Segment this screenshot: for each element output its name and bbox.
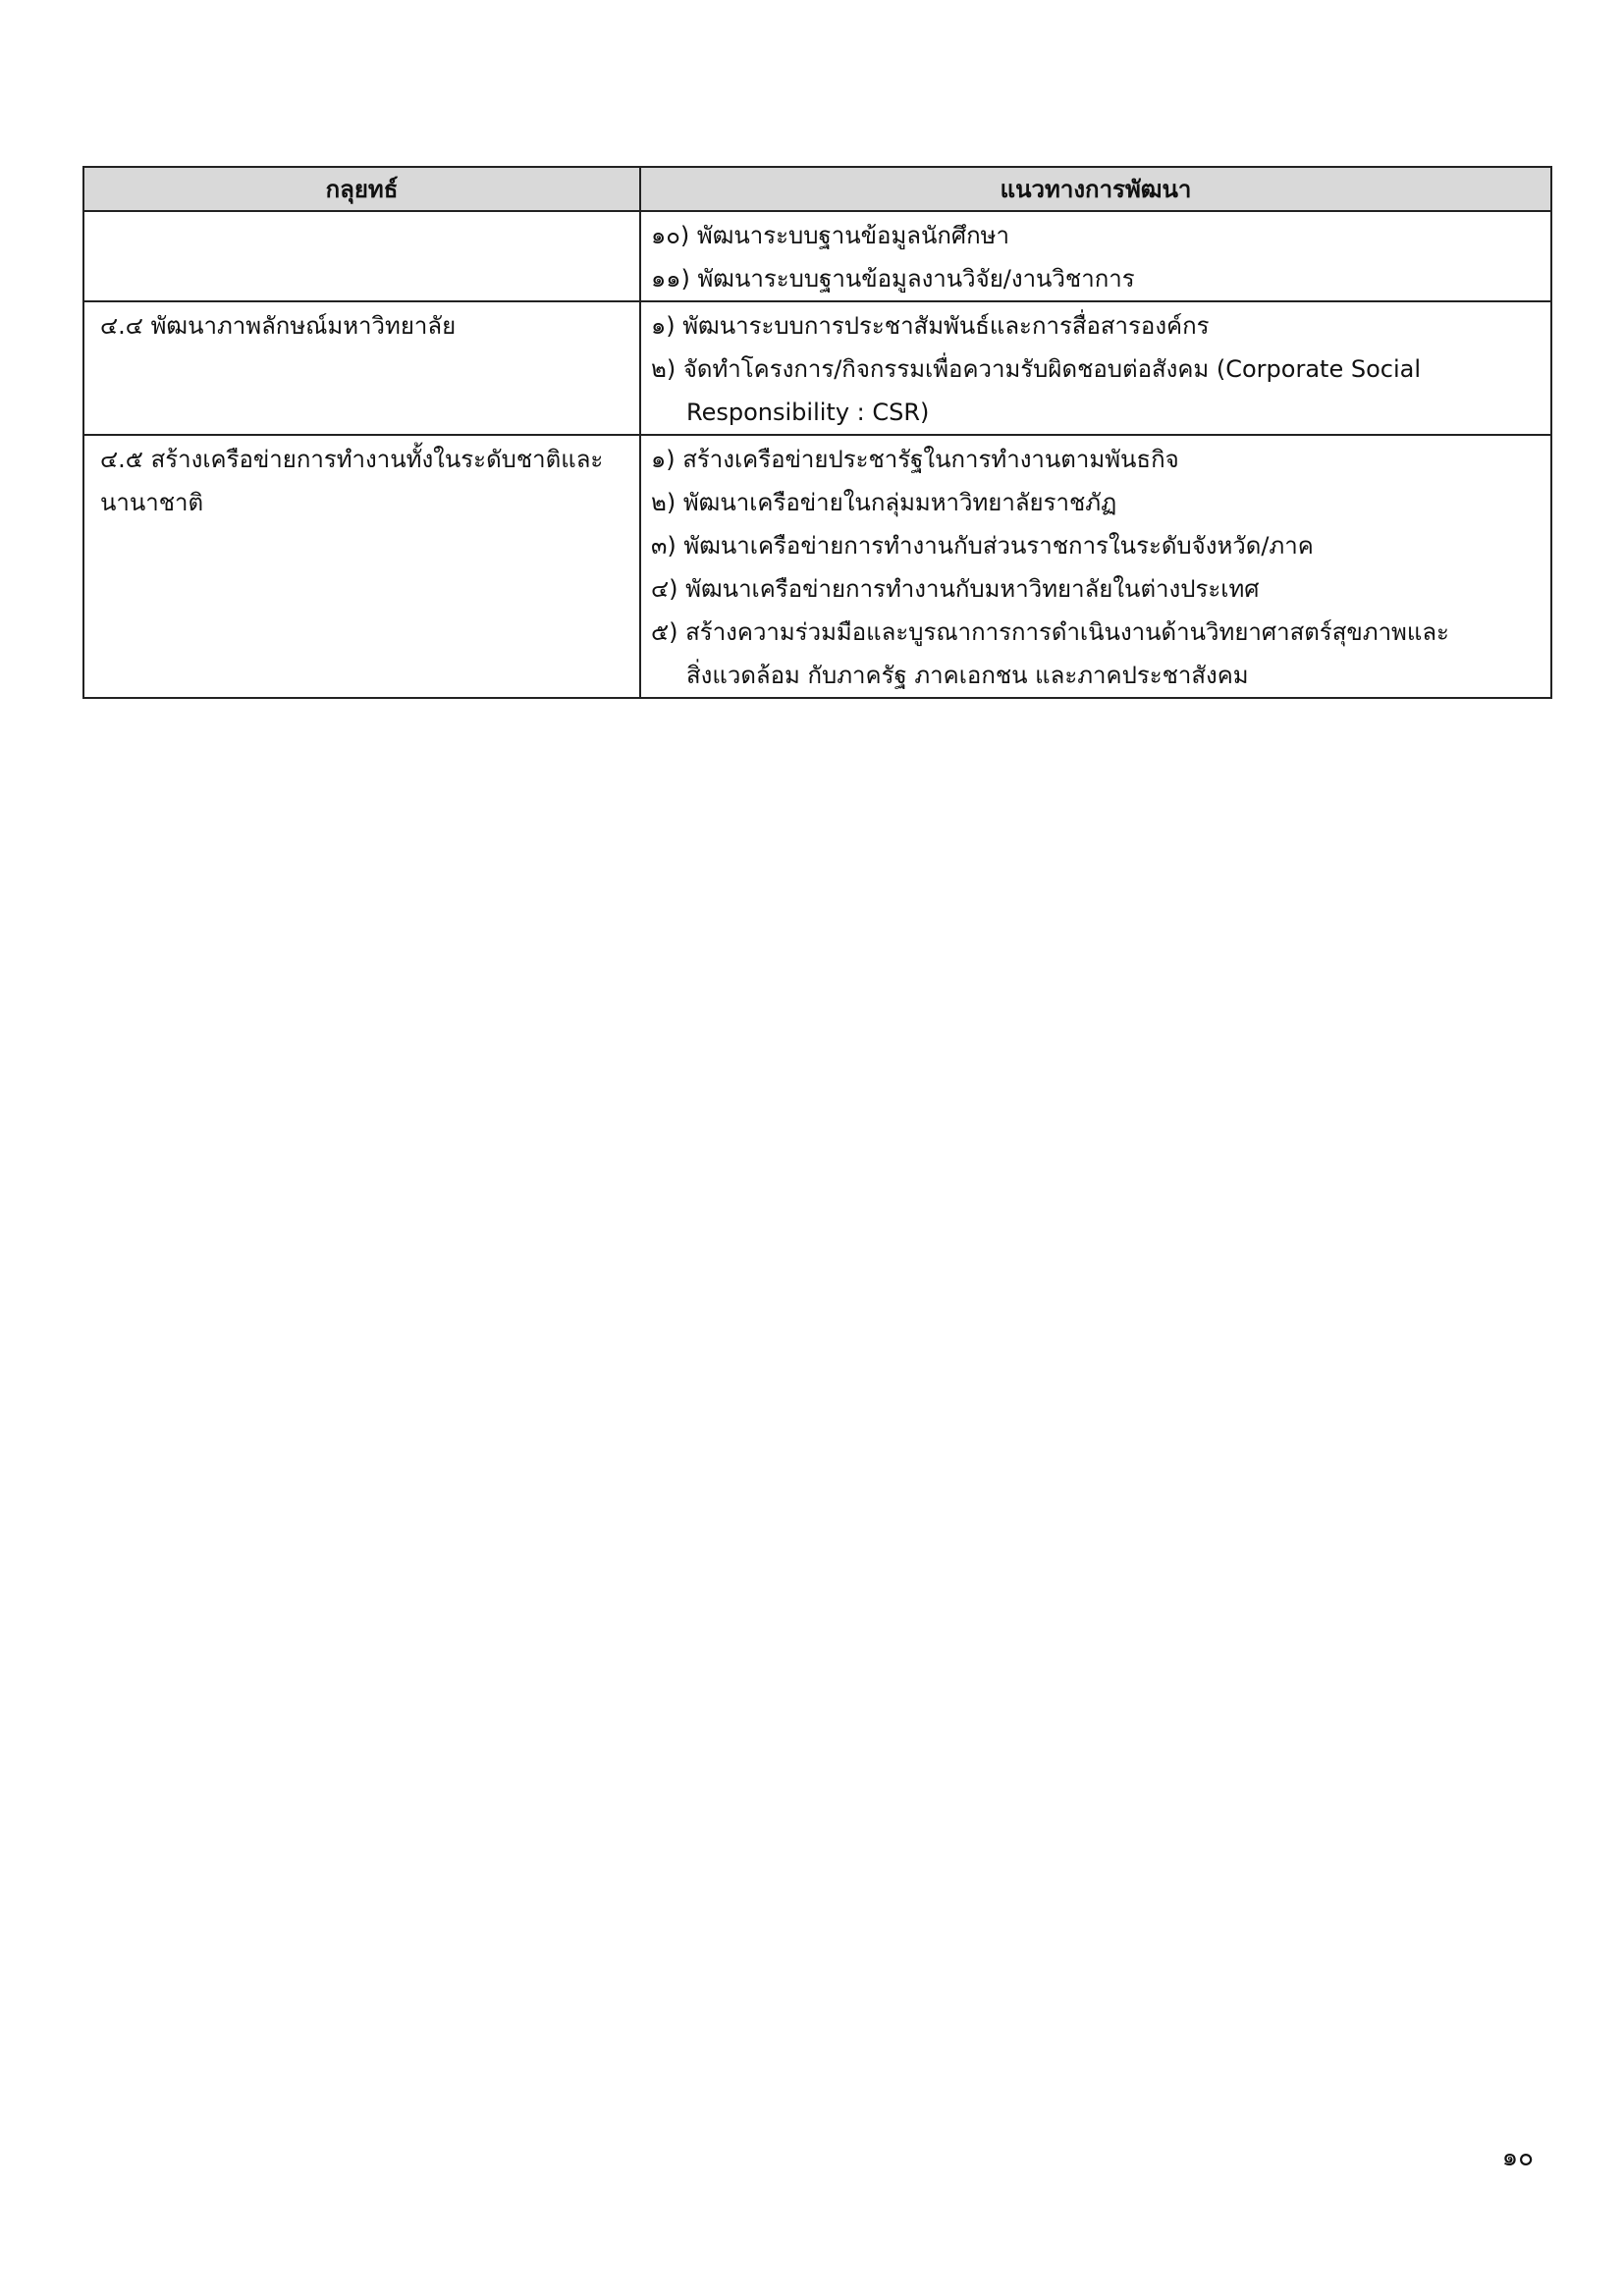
strategy-cell (83, 301, 640, 435)
guideline-item: ๑) สร้างเครือข่ายประชารัฐในการทำงานตามพันธกิจ (651, 446, 1179, 473)
guideline-item: ๒) พัฒนาเครือข่ายในกลุ่มมหาวิทยาลัยราชภัฏ (651, 489, 1117, 516)
strategy-line (100, 257, 623, 300)
header-guidelines: แนวทางการพัฒนา (640, 167, 1551, 211)
strategy-line: ๔.๔ พัฒนาภาพลักษณ์มหาวิทยาลัย (100, 312, 457, 340)
guideline-item: ๓) พัฒนาเครือข่ายการทำงานกับส่วนราชการในระดับจังหวัด/ภาค (651, 532, 1314, 560)
strategy-cell (83, 211, 640, 301)
guideline-item: ๑๐) พัฒนาระบบฐานข้อมูลนักศึกษา (651, 222, 1009, 249)
guidelines-cell (640, 435, 1551, 698)
table-header-row (83, 167, 1551, 211)
guidelines-cell (640, 301, 1551, 435)
strategy-line (100, 214, 623, 257)
table-row (83, 211, 1551, 301)
guideline-item: ๒) จัดทำโครงการ/กิจกรรมเพื่อความรับผิดชอบต่อสังคม (Corporate Social (651, 355, 1421, 383)
strategy-table (82, 166, 1552, 699)
guidelines-cell (640, 211, 1551, 301)
guideline-item-continuation: Responsibility : CSR) (686, 399, 930, 426)
table-row (83, 435, 1551, 698)
strategy-line: ๔.๕ สร้างเครือข่ายการทำงานทั้งในระดับชาติและ (100, 446, 604, 473)
page-number: ๑๐ (1501, 2143, 1534, 2172)
header-strategy: กลุยทธ์ (83, 167, 640, 211)
guideline-item: ๕) สร้างความร่วมมือและบูรณาการการดำเนินงานด้านวิทยาศาสตร์สุขภาพและ (651, 618, 1449, 646)
guideline-item: ๑) พัฒนาระบบการประชาสัมพันธ์และการสื่อสารองค์กร (651, 312, 1210, 340)
strategy-line: นานาชาติ (100, 489, 204, 516)
guideline-item-continuation: สิ่งแวดล้อม กับภาครัฐ ภาคเอกชน และภาคประชาสังคม (686, 662, 1249, 689)
guideline-item: ๔) พัฒนาเครือข่ายการทำงานกับมหาวิทยาลัยในต่างประเทศ (651, 575, 1260, 603)
strategy-cell (83, 435, 640, 698)
strategy-line (100, 347, 623, 391)
guideline-item: ๑๑) พัฒนาระบบฐานข้อมูลงานวิจัย/งานวิชาการ (651, 265, 1135, 293)
table-row (83, 301, 1551, 435)
